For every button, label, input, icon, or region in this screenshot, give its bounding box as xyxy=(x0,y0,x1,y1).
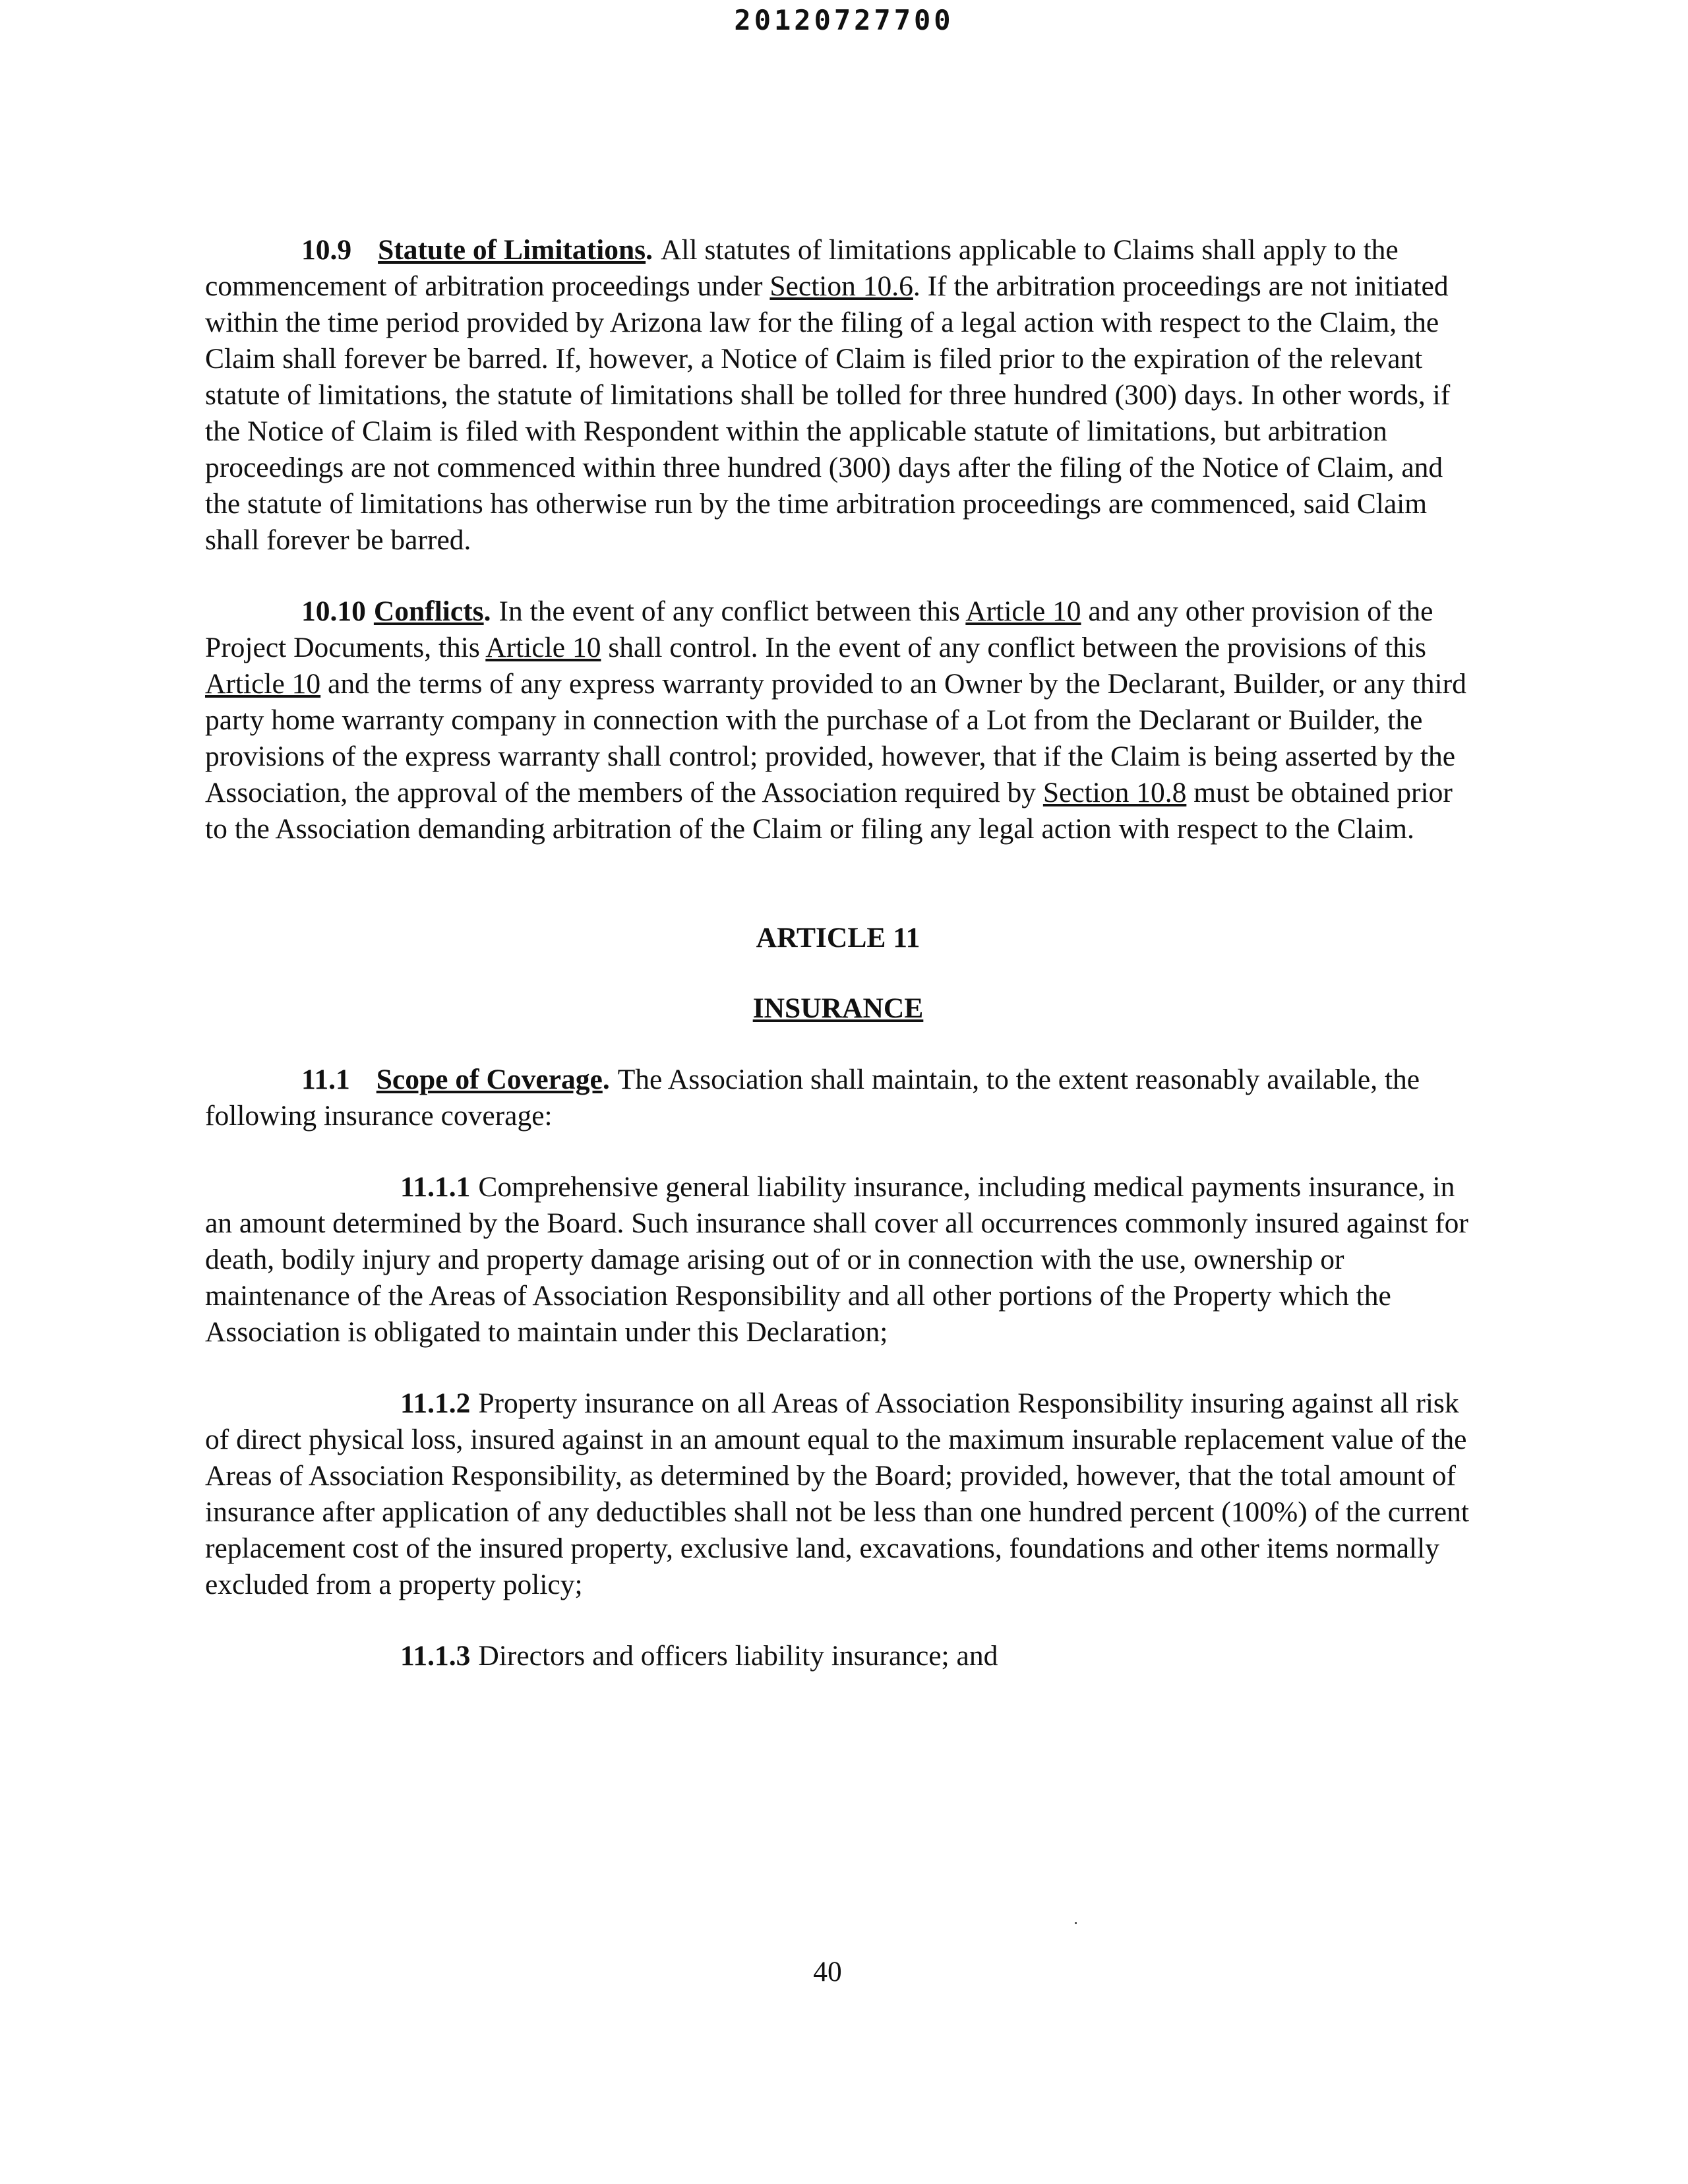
section-text: shall control. In the event of any conflict between the provisions of this xyxy=(601,632,1426,663)
cross-reference: Section 10.8 xyxy=(1042,777,1187,808)
section-number: 11.1.2 xyxy=(400,1387,471,1419)
section-number: 11.1 xyxy=(301,1064,350,1095)
section-text: Comprehensive general liability insurance, including medical payments insurance, in an amount determined by the Board. Such insurance shall cover all occurrences commonly insured against for death, bodily injury and property damage arising out of or in connection with the use, ownership or maintenance of the Areas of Association Responsibility and all other portions of the Property which the Association is obligated to maintain under this Declaration; xyxy=(205,1171,1468,1348)
scan-speck xyxy=(1075,1922,1077,1924)
section-text: must be obtained prior to the Association demanding arbitration of the Claim or filing any legal action with respect to the Claim. xyxy=(205,777,1453,845)
section-text: The Association shall maintain, to the extent reasonably available, the following insurance coverage: xyxy=(205,1064,1420,1132)
section-11-1-2 xyxy=(205,1385,1478,1603)
article-label: ARTICLE 11 xyxy=(756,922,920,954)
section-text: and the terms of any express warranty provided to an Owner by the Declarant, Builder, or any third party home warranty company in connection with the purchase of a Lot from the Declarant or Builder, the provisions of the express warranty shall control; provided, however, that if the Claim is being asserted by the Association, the approval of the members of the Association required by xyxy=(205,668,1466,808)
heading-punct: . xyxy=(646,234,653,266)
section-text: In the event of any conflict between this xyxy=(498,595,966,627)
section-11-1-1 xyxy=(205,1169,1478,1350)
article-title: INSURANCE xyxy=(752,992,924,1024)
section-number: 10.9 xyxy=(301,234,352,266)
section-text: Property insurance on all Areas of Association Responsibility insuring against all risk of direct physical loss, insured against in an amount equal to the maximum insurable replacement value of the Areas of Association Responsibility, as determined by the Board; provided, however, that the total amount of insurance after application of any deductibles shall not be less than one hundred percent (100%) of the current replacement cost of the insured property, exclusive land, excavations, foundations and other items normally excluded from a property policy; xyxy=(205,1387,1469,1600)
section-11-1 xyxy=(205,1062,1478,1134)
page-number: 40 xyxy=(813,1956,842,1987)
section-10-9 xyxy=(205,232,1478,559)
section-10-10 xyxy=(205,593,1478,847)
heading-punct: . xyxy=(602,1064,610,1095)
section-heading: Statute of Limitations xyxy=(378,234,646,266)
document-number: 20120727700 xyxy=(734,4,954,36)
cross-reference: Article 10 xyxy=(485,632,601,663)
heading-punct: . xyxy=(483,595,491,627)
section-number: 11.1.1 xyxy=(400,1171,471,1203)
section-text: . If the arbitration proceedings are not initiated within the time period provided by Arizona law for the filing of a legal action with respect to the Claim, the Claim shall forever be barred. If, however, a Notice of Claim is filed prior to the expiration of the relevant statute of limitations, the statute of limitations shall be tolled for three hundred (300) days. In other words, if the Notice of Claim is filed with Respondent within the applicable statute of limitations, but arbitration proceedings are not commenced within three hundred (300) days after the filing of the Notice of Claim, and the statute of limitations has otherwise run by the time arbitration proceedings are commenced, said Claim shall forever be barred. xyxy=(205,270,1451,556)
section-11-1-3 xyxy=(205,1638,1478,1674)
page-body xyxy=(205,232,1478,1674)
cross-reference: Article 10 xyxy=(965,595,1081,627)
section-heading: Conflicts xyxy=(373,595,484,627)
section-text: Directors and officers liability insurance; and xyxy=(478,1640,998,1672)
cross-reference: Section 10.6 xyxy=(769,270,913,302)
section-number: 11.1.3 xyxy=(400,1640,471,1672)
cross-reference: Article 10 xyxy=(205,668,321,700)
section-number: 10.10 xyxy=(301,595,366,627)
section-heading: Scope of Coverage xyxy=(376,1064,603,1095)
section-text: All statutes of limitations applicable to Claims shall apply to the commencement of arbitration proceedings under xyxy=(205,234,1399,302)
section-text: and any other provision of the Project Documents, this xyxy=(205,595,1433,663)
